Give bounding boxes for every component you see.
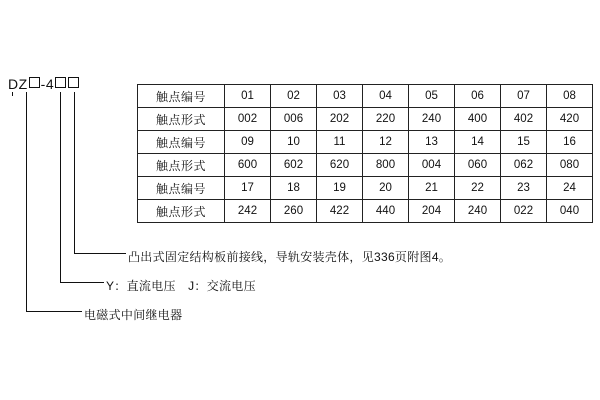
table-cell: 620 [317,154,363,177]
table-row [138,200,593,223]
table-cell: 004 [409,154,455,177]
table-cell: 05 [409,85,455,108]
table-cell: 420 [547,108,593,131]
table-cell: 600 [225,154,271,177]
table-cell: 23 [501,177,547,200]
table-cell: 10 [271,131,317,154]
model-code-prefix: DZ [8,76,28,92]
table-cell: 22 [455,177,501,200]
table-cell: 060 [455,154,501,177]
table-cell: 04 [363,85,409,108]
table-cell: 800 [363,154,409,177]
row-header: 触点形式 [138,200,225,223]
table-cell: 16 [547,131,593,154]
table-row [138,177,593,200]
table-cell: 08 [547,85,593,108]
table-cell: 12 [363,131,409,154]
note-structure: 凸出式固定结构板前接线，导轨安装壳体，见336页附图4。 [128,250,452,264]
table-cell: 080 [547,154,593,177]
table-cell: 11 [317,131,363,154]
table-row [138,154,593,177]
table-cell: 062 [501,154,547,177]
table-cell: 03 [317,85,363,108]
model-code-box-2 [55,77,66,88]
contact-spec-table [137,84,593,223]
table-cell: 09 [225,131,271,154]
table-cell: 01 [225,85,271,108]
table-cell: 400 [455,108,501,131]
table-cell: 24 [547,177,593,200]
row-header: 触点形式 [138,108,225,131]
table-cell: 202 [317,108,363,131]
table-cell: 02 [271,85,317,108]
table-cell: 422 [317,200,363,223]
row-header: 触点形式 [138,154,225,177]
row-header: 触点编号 [138,85,225,108]
table-cell: 220 [363,108,409,131]
model-code-box-3 [68,77,79,88]
table-cell: 260 [271,200,317,223]
table-cell: 022 [501,200,547,223]
model-code-label [8,76,80,92]
row-header: 触点编号 [138,177,225,200]
table-cell: 14 [455,131,501,154]
table-cell: 240 [455,200,501,223]
note-voltage: Y：直流电压 J：交流电压 [106,279,256,293]
model-code-box-1 [29,77,40,88]
table-cell: 002 [225,108,271,131]
table-cell: 602 [271,154,317,177]
table-cell: 440 [363,200,409,223]
table-cell: 402 [501,108,547,131]
table-cell: 040 [547,200,593,223]
note-relay-type: 电磁式中间继电器 [84,308,183,322]
table-cell: 17 [225,177,271,200]
table-cell: 15 [501,131,547,154]
model-code-middle: -4 [40,76,55,92]
table-cell: 242 [225,200,271,223]
table-cell: 21 [409,177,455,200]
table-row [138,131,593,154]
table-cell: 18 [271,177,317,200]
table-cell: 19 [317,177,363,200]
row-header: 触点编号 [138,131,225,154]
table-row [138,108,593,131]
table-cell: 07 [501,85,547,108]
table-cell: 006 [271,108,317,131]
table-cell: 06 [455,85,501,108]
table-cell: 20 [363,177,409,200]
table-cell: 13 [409,131,455,154]
table-cell: 240 [409,108,455,131]
table-row [138,85,593,108]
table-cell: 204 [409,200,455,223]
